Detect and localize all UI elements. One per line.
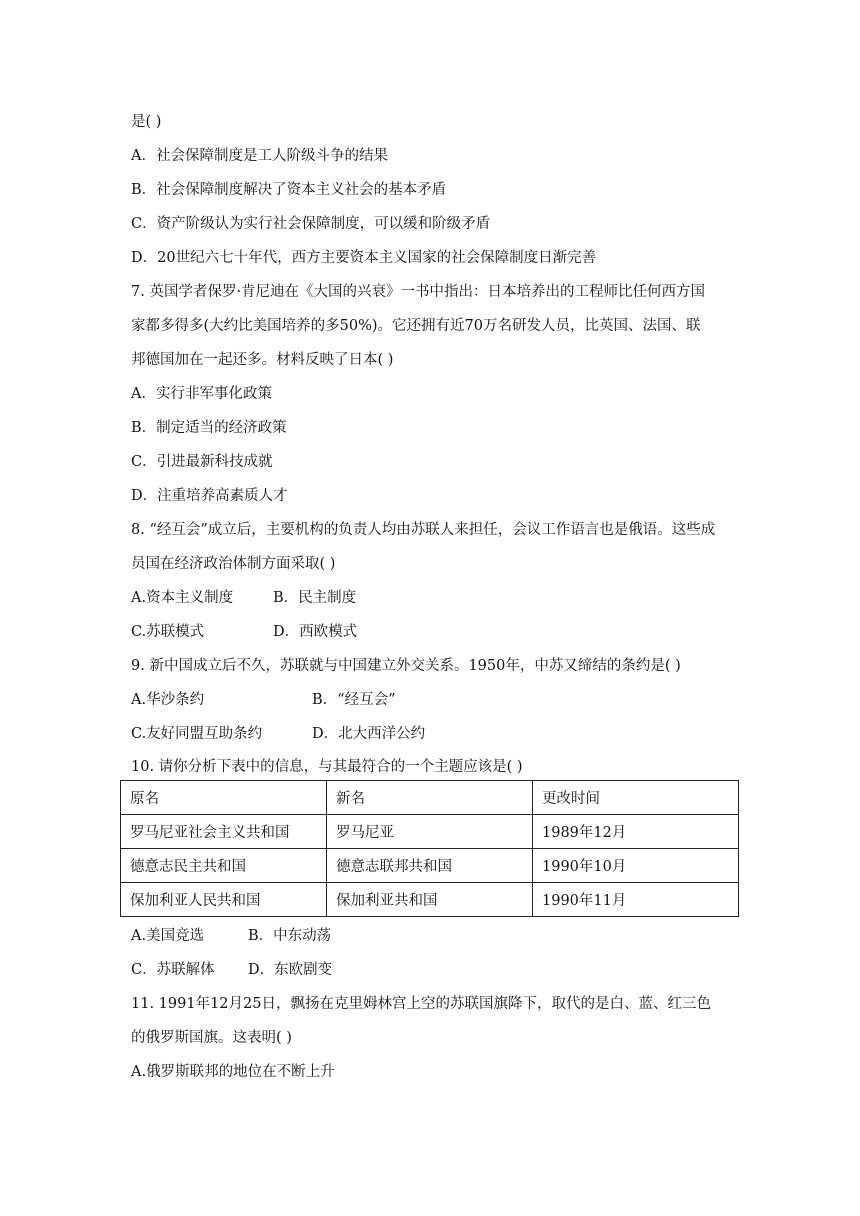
- q9-option-c: C.友好同盟互助条约: [131, 726, 263, 742]
- q9-option-d: D．北大西洋公约: [312, 726, 426, 742]
- q10-table: [120, 780, 739, 917]
- q9-option-b: B．“经互会”: [312, 692, 396, 708]
- q9-option-a: A.华沙条约: [131, 692, 205, 708]
- q9-stem: 9. 新中国成立后不久，苏联就与中国建立外交关系。1950年，中苏又缔结的条约是( ): [131, 658, 681, 674]
- q10-option-a: A.美国竞选: [131, 928, 205, 944]
- table-header-cell: 新名: [327, 781, 533, 815]
- q8-stem-line-2: 员国在经济政治体制方面采取( ): [131, 556, 336, 572]
- table-row: [121, 815, 739, 849]
- q8-stem-line-1: 8. “经互会”成立后，主要机构的负责人均由苏联人来担任，会议工作语言也是俄语。这些成: [131, 522, 716, 538]
- q7-option-d: D．注重培养高素质人才: [131, 488, 288, 504]
- table-row: [121, 849, 739, 883]
- q11-option-a: A.俄罗斯联邦的地位在不断上升: [131, 1064, 335, 1080]
- q6-option-d: D．20世纪六七十年代，西方主要资本主义国家的社会保障制度日渐完善: [131, 250, 597, 266]
- table-row: [121, 883, 739, 917]
- q6-option-b: B．社会保障制度解决了资本主义社会的基本矛盾: [131, 182, 447, 198]
- table-cell: 保加利亚共和国: [327, 883, 533, 917]
- q6-stem-tail: 是( ): [131, 114, 162, 130]
- q7-stem-line-3: 邦德国加在一起还多。材料反映了日本( ): [131, 352, 394, 368]
- q11-stem-line-1: 11. 1991年12月25日，飘扬在克里姆林宫上空的苏联国旗降下，取代的是白、蓝、红三色: [131, 996, 711, 1012]
- table-cell: 保加利亚人民共和国: [121, 883, 327, 917]
- q10-stem: 10. 请你分析下表中的信息，与其最符合的一个主题应该是( ): [131, 759, 523, 775]
- q6-option-a: A．社会保障制度是工人阶级斗争的结果: [131, 148, 388, 164]
- table-header-row: [121, 781, 739, 815]
- q7-stem-line-1: 7. 英国学者保罗·肯尼迪在《大国的兴衰》一书中指出：日本培养出的工程师比任何西方国: [131, 284, 706, 300]
- q8-option-b: B．民主制度: [273, 590, 357, 606]
- q8-option-a: A.资本主义制度: [131, 590, 234, 606]
- q10-option-c: C．苏联解体: [131, 962, 215, 978]
- q7-stem-line-2: 家都多得多(大约比美国培养的多50%)。它还拥有近70万名研发人员，比英国、法国、联: [131, 318, 701, 334]
- q7-option-c: C．引进最新科技成就: [131, 454, 273, 470]
- q10-option-d: D．东欧剧变: [248, 962, 333, 978]
- table-cell: 德意志联邦共和国: [327, 849, 533, 883]
- table-header-cell: 原名: [121, 781, 327, 815]
- q7-option-a: A．实行非军事化政策: [131, 386, 272, 402]
- q8-option-c: C.苏联模式: [131, 624, 205, 640]
- table-header-cell: 更改时间: [533, 781, 739, 815]
- q10-option-b: B．中东动荡: [248, 928, 332, 944]
- table-cell: 1990年10月: [533, 849, 739, 883]
- q7-option-b: B．制定适当的经济政策: [131, 420, 287, 436]
- table-cell: 德意志民主共和国: [121, 849, 327, 883]
- table-cell: 罗马尼亚社会主义共和国: [121, 815, 327, 849]
- q11-stem-line-2: 的俄罗斯国旗。这表明( ): [131, 1030, 292, 1046]
- q6-option-c: C．资产阶级认为实行社会保障制度，可以缓和阶级矛盾: [131, 216, 491, 232]
- table-cell: 1989年12月: [533, 815, 739, 849]
- table-cell: 罗马尼亚: [327, 815, 533, 849]
- table-cell: 1990年11月: [533, 883, 739, 917]
- q8-option-d: D．西欧模式: [273, 624, 358, 640]
